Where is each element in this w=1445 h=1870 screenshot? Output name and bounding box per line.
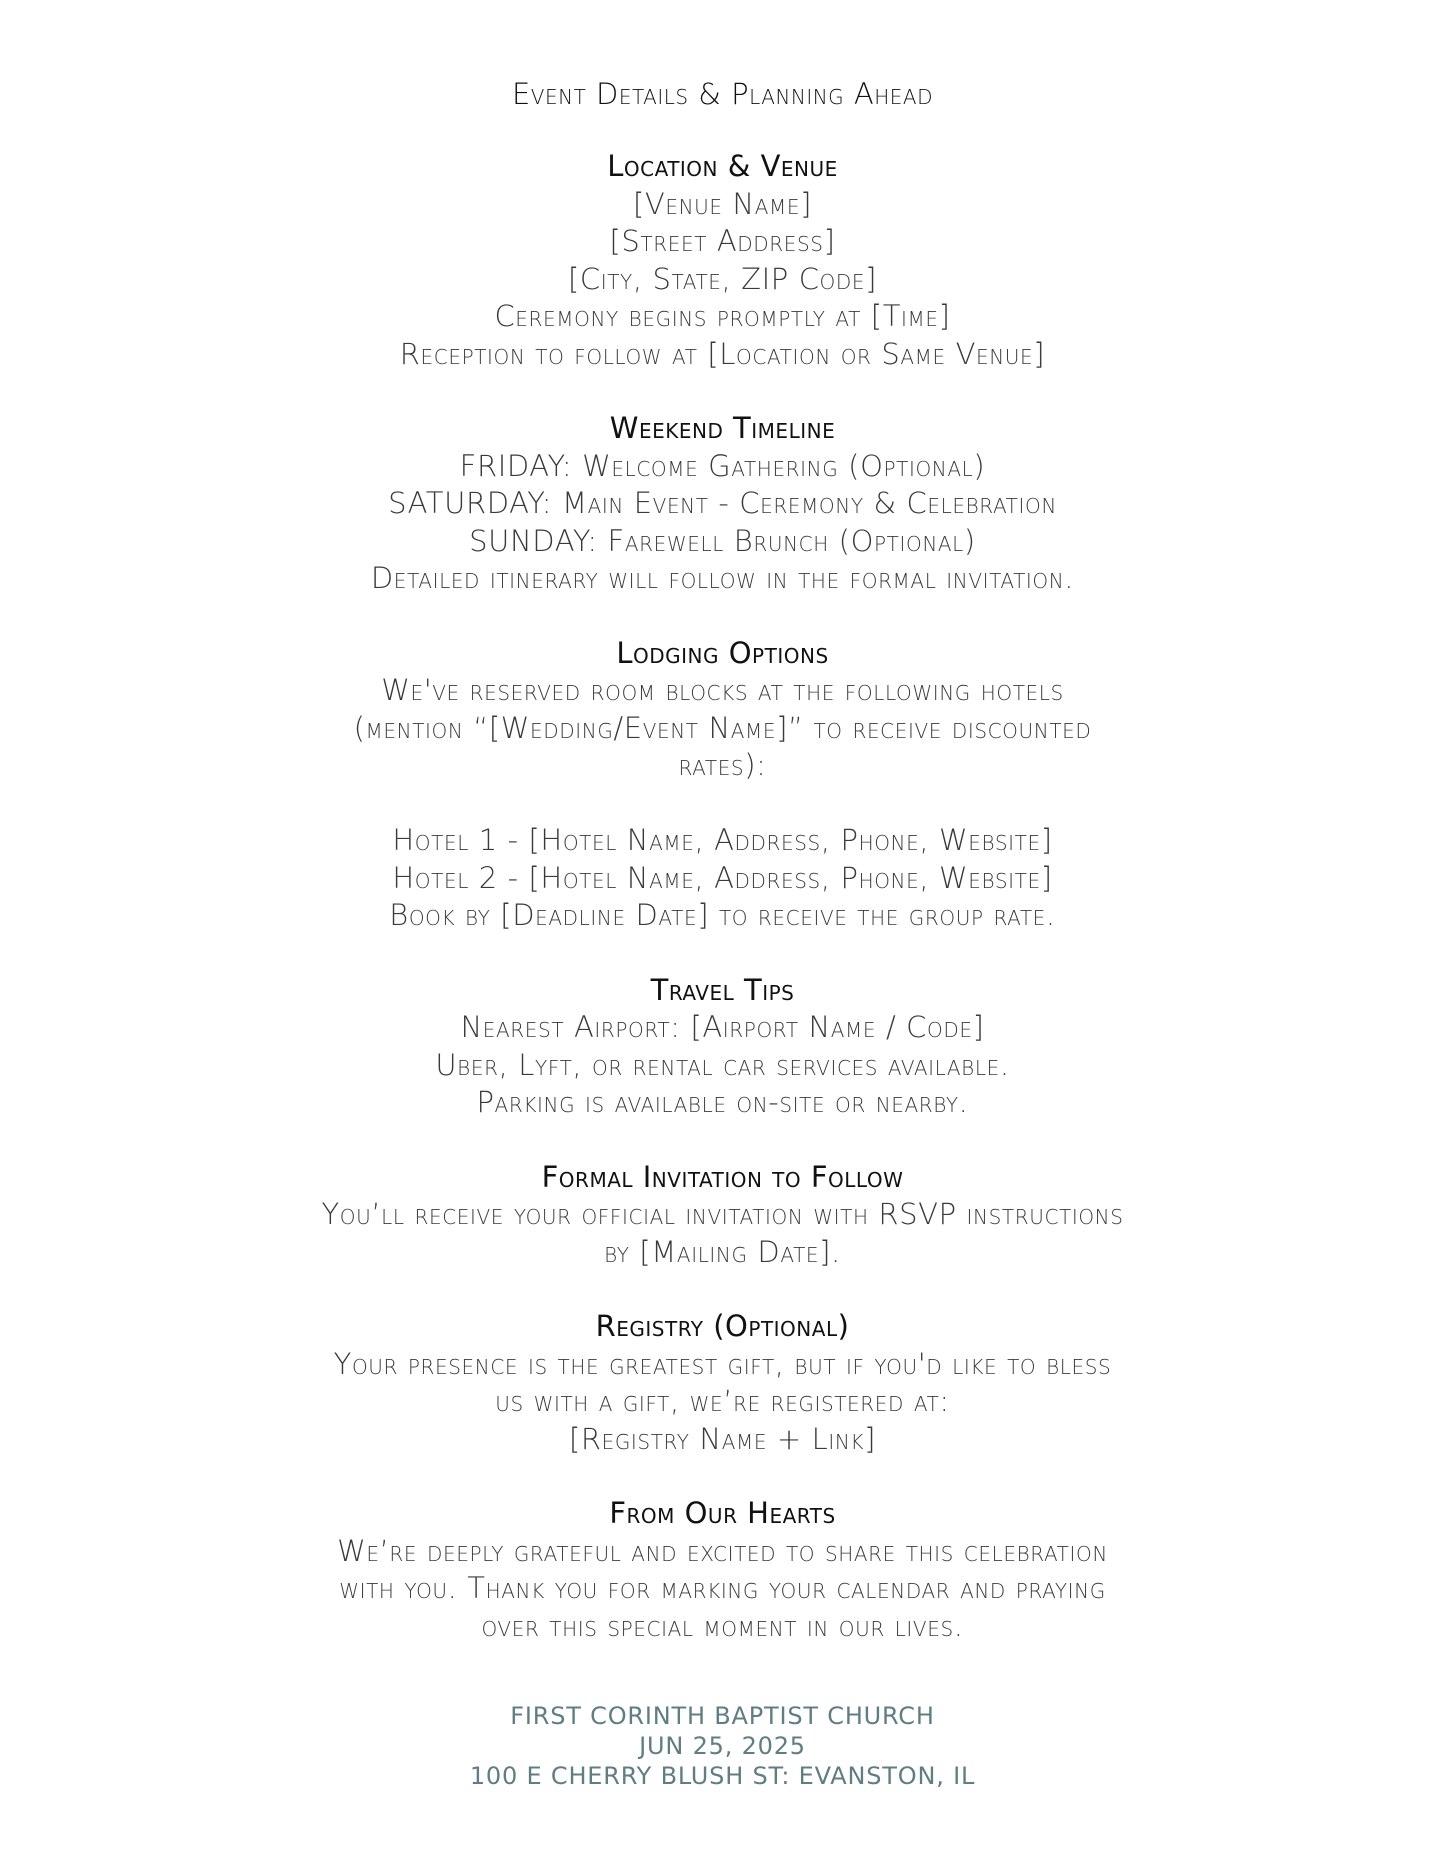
hotel-1-line: Hotel 1 - [Hotel Name, Address, Phone, Website]	[392, 823, 1053, 857]
section-formal-invitation	[0, 1159, 1445, 1272]
section-from-our-hearts	[0, 1495, 1445, 1645]
reception-line: Reception to follow at [Location or Same Venue]	[399, 336, 1046, 371]
lodging-intro-line: We've reserved room blocks at the following hotels	[381, 673, 1064, 707]
section-travel-tips	[0, 972, 1445, 1122]
section-heading: Lodging Options	[616, 635, 829, 670]
section-heading: Registry (Optional)	[595, 1309, 850, 1343]
section-lodging-options	[0, 635, 1445, 935]
booking-deadline-line: Book by [Deadline Date] to receive the group rate.	[389, 898, 1056, 932]
document-title: Event Details & Planning Ahead	[511, 77, 933, 111]
registry-line: us with a gift, we’re registered at:	[495, 1384, 950, 1418]
hotel-2-line: Hotel 2 - [Hotel Name, Address, Phone, Website]	[392, 860, 1053, 895]
footer	[0, 1701, 1445, 1791]
sections-container	[0, 148, 1445, 1682]
closing-line: We’re deeply grateful and excited to share this celebration	[337, 1533, 1108, 1568]
registry-line: Your presence is the greatest gift, but if you'd like to bless	[333, 1346, 1112, 1381]
parking-line: Parking is available on-site or nearby.	[476, 1085, 969, 1119]
section-weekend-timeline	[0, 410, 1445, 598]
lodging-intro-line: (mention “[Wedding/Event Name]” to receive discounted	[353, 710, 1092, 745]
itinerary-note-line: Detailed itinerary will follow in the formal invitation.	[370, 561, 1075, 595]
section-location-venue	[0, 148, 1445, 373]
city-state-zip-line: [City, State, ZIP Code]	[567, 261, 878, 296]
section-heading: From Our Hearts	[609, 1496, 836, 1530]
section-heading: Weekend Timeline	[609, 411, 836, 445]
section-heading: Formal Invitation to Follow	[541, 1159, 904, 1194]
closing-line: over this special moment in our lives.	[481, 1608, 964, 1643]
venue-name-line: [Venue Name]	[632, 186, 813, 221]
event-date: JUN 25, 2025	[639, 1732, 806, 1760]
closing-line: with you. Thank you for marking your calendar and praying	[339, 1571, 1106, 1605]
airport-line: Nearest Airport: [Airport Name / Code]	[460, 1010, 985, 1044]
church-address: 100 E CHERRY BLUSH ST: EVANSTON, IL	[469, 1762, 976, 1790]
section-heading: Travel Tips	[650, 972, 795, 1007]
sunday-line: SUNDAY: Farewell Brunch (Optional)	[469, 523, 976, 558]
section-heading: Location & Venue	[607, 149, 838, 183]
ceremony-time-line: Ceremony begins promptly at [Time]	[494, 299, 951, 333]
invitation-line: by [Mailing Date].	[604, 1234, 841, 1269]
church-name: FIRST CORINTH BAPTIST CHURCH	[510, 1702, 935, 1730]
rideshare-line: Uber, Lyft, or rental car services available.	[435, 1047, 1010, 1082]
invitation-line: You’ll receive your official invitation with RSVP instructions	[321, 1197, 1124, 1231]
friday-line: FRIDAY: Welcome Gathering (Optional)	[459, 448, 986, 483]
blank-line	[0, 785, 1445, 823]
saturday-line: SATURDAY: Main Event - Ceremony & Celebration	[388, 486, 1057, 520]
registry-link-line: [Registry Name + Link]	[568, 1421, 877, 1456]
street-address-line: [Street Address]	[609, 224, 836, 258]
section-registry	[0, 1308, 1445, 1458]
lodging-intro-line: rates):	[678, 748, 767, 782]
